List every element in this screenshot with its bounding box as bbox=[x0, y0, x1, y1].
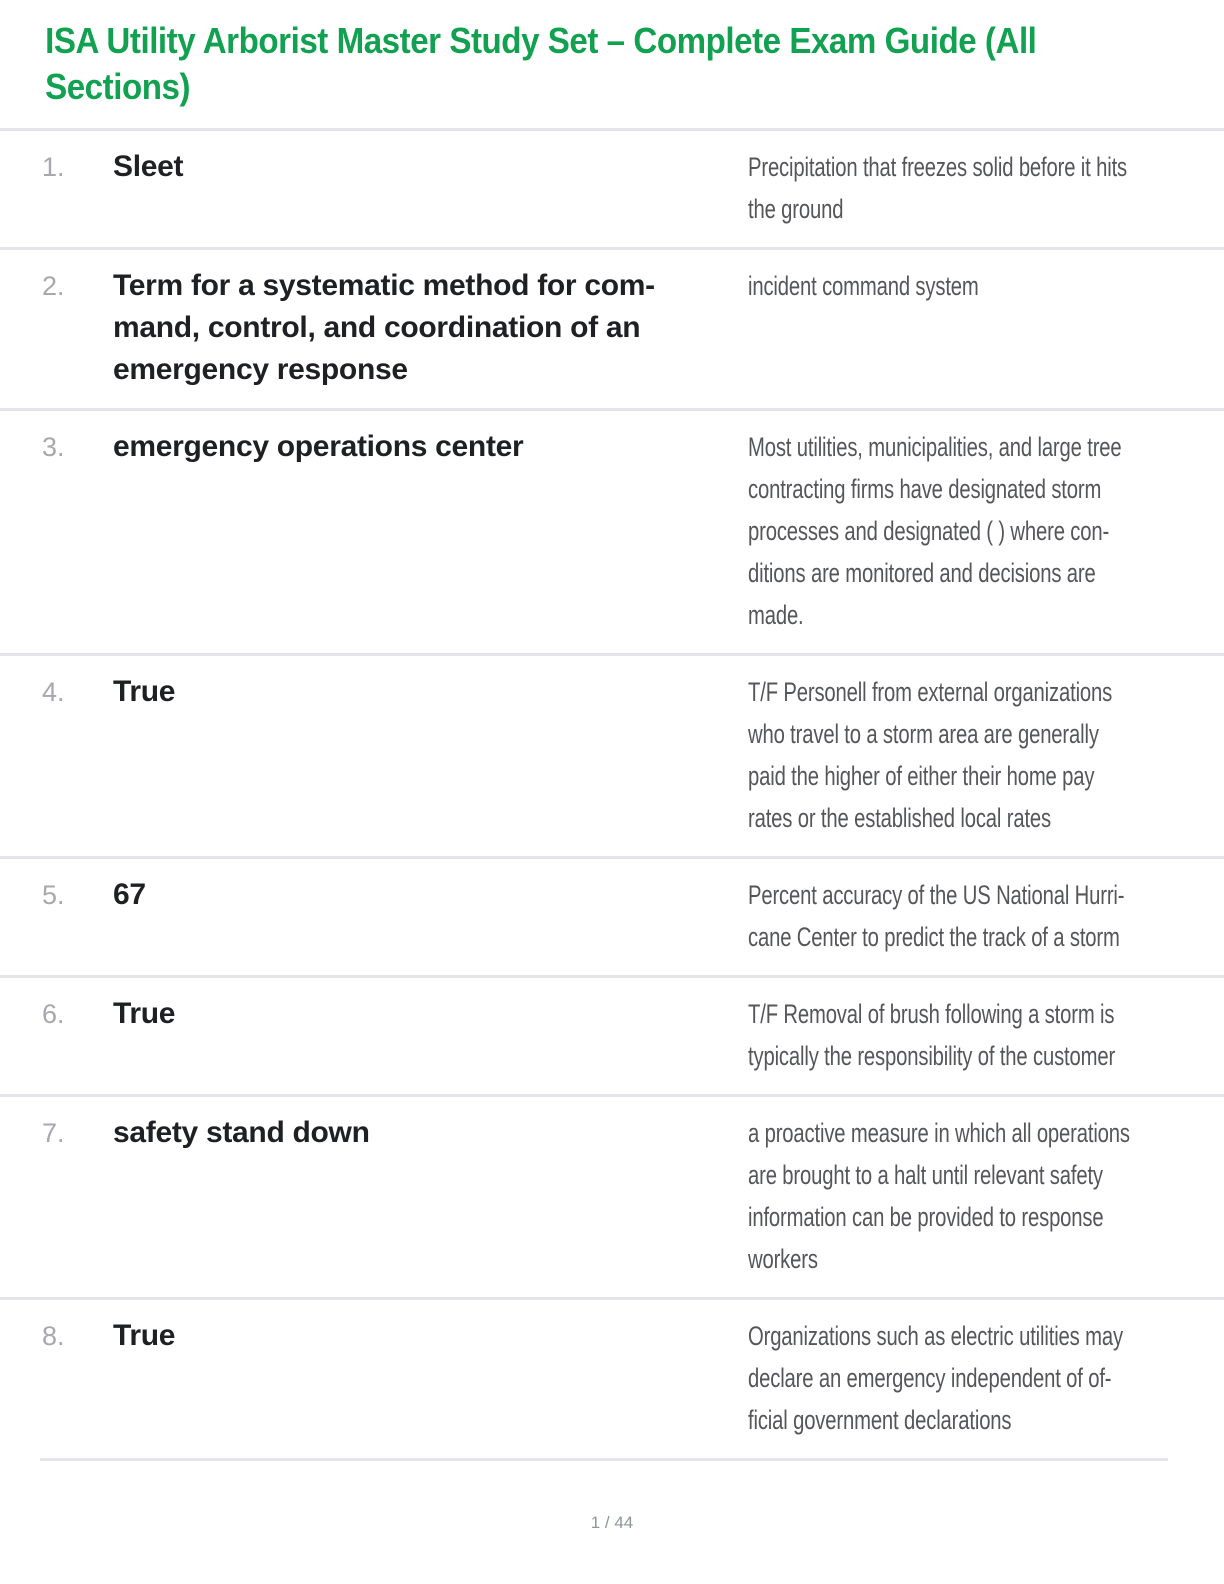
card-term: True bbox=[113, 997, 176, 1030]
card-row bbox=[0, 1297, 1224, 1458]
card-term: safety stand down bbox=[113, 1116, 370, 1149]
card-row bbox=[0, 247, 1224, 408]
card-number: 2. bbox=[42, 271, 65, 301]
bottom-divider bbox=[40, 1458, 1168, 1461]
card-number: 1. bbox=[42, 152, 65, 182]
card-number: 8. bbox=[42, 1321, 65, 1351]
card-row bbox=[0, 975, 1224, 1094]
page-number: 1 / 44 bbox=[590, 1513, 634, 1532]
card-definition: T/F Personell from external organizations who travel to a storm area are generally paid the higher of either their home pay rates or the established local rates bbox=[748, 677, 1113, 833]
card-definition: Most utilities, municipalities, and large tree contracting firms have designated storm processes and designated ( ) where con- ditions are monitored and decisions are made. bbox=[748, 432, 1122, 630]
card-term: 67 bbox=[113, 878, 146, 911]
card-definition: Percent accuracy of the US National Hurri- cane Center to predict the track of a storm bbox=[748, 880, 1125, 952]
card-row bbox=[0, 1094, 1224, 1297]
card-number: 3. bbox=[42, 432, 65, 462]
card-definition: Precipitation that freezes solid before it hits the ground bbox=[748, 152, 1128, 224]
card-number: 4. bbox=[42, 677, 65, 707]
card-number: 7. bbox=[42, 1118, 65, 1148]
card-term: Term for a systematic method for com- mand, control, and coordination of an emergency response bbox=[113, 269, 655, 386]
card-term: emergency operations center bbox=[113, 430, 524, 463]
card-definition: a proactive measure in which all operations are brought to a halt until relevant safety information can be provided to response workers bbox=[748, 1118, 1130, 1274]
card-number: 6. bbox=[42, 999, 65, 1029]
card-definition: T/F Removal of brush following a storm is typically the responsibility of the customer bbox=[748, 999, 1116, 1071]
card-definition: incident command system bbox=[748, 271, 979, 301]
card-row bbox=[0, 856, 1224, 975]
card-row bbox=[0, 408, 1224, 653]
card-definition: Organizations such as electric utilities may declare an emergency independent of of- ficial government declarations bbox=[748, 1321, 1123, 1435]
card-term: True bbox=[113, 675, 176, 708]
page-title: ISA Utility Arborist Master Study Set – Complete Exam Guide (All Sections) bbox=[45, 20, 1037, 107]
card-term: True bbox=[113, 1319, 176, 1352]
card-row bbox=[0, 653, 1224, 856]
card-row bbox=[0, 128, 1224, 247]
card-list bbox=[0, 128, 1224, 1461]
card-number: 5. bbox=[42, 880, 65, 910]
card-term: Sleet bbox=[113, 150, 184, 183]
